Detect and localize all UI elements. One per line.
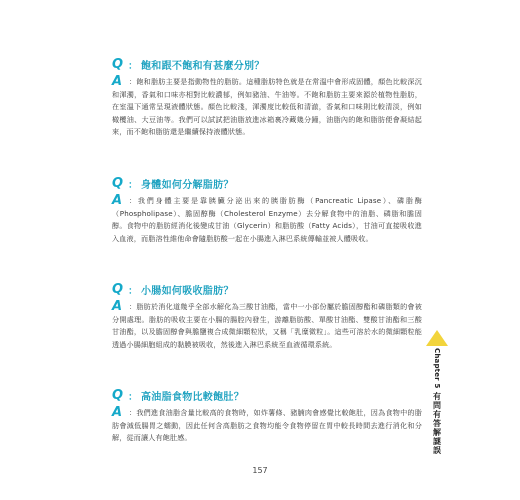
question-heading: 飽和跟不飽和有甚麼分別？ xyxy=(141,60,265,72)
question-colon: ： xyxy=(128,60,138,72)
qa-section-2 xyxy=(112,174,422,245)
question-heading: 身體如何分解脂肪？ xyxy=(141,179,234,191)
qa-section-1 xyxy=(112,55,422,139)
question-colon: ： xyxy=(128,285,138,297)
answer-block xyxy=(112,195,422,245)
question-line xyxy=(112,280,422,298)
qa-section-4 xyxy=(112,386,422,445)
question-colon: ： xyxy=(128,391,138,403)
answer-text: ：我們身體主要是靠胰臟分泌出來的胰脂肪酶（Pancreatic Lipase）、磷脂酶（Phospholipase）、膽固醇酶（Cholesterol Enzyme）去分解食物中的油脂、磷脂和膽固醇。食物中的脂肪經消化後變成甘油（Glycerin）和脂肪酸（Fatty Acids），甘油可直接吸收進入血液，而脂溶性維他命會隨脂肪酸一起在小腸進入淋巴系統傳輸並被人體吸收。 xyxy=(112,196,422,243)
chapter-tab-triangle xyxy=(426,330,448,346)
answer-mark-letter: A xyxy=(112,193,123,208)
answer-text: ：我們進食油脂含量比較高的食物時，如炸薯條、豬腩肉會感覺比較飽肚，因為食物中的脂肪會減低腸胃之蠕動，因此任何含高脂肪之食物均能令食物停留在胃中較長時間去進行消化和分解，從而讓人有飽肚感。 xyxy=(112,408,422,443)
answer-mark-letter: A xyxy=(112,299,123,314)
question-line xyxy=(112,55,422,73)
question-colon: ： xyxy=(128,179,138,191)
answer-text: ：飽和脂肪主要是指動物性的脂肪。這種脂肪特色就是在常溫中會形成固體，顏色比較深沉和渾濁，香氣和口味亦相對比較濃郁，例如豬油、牛油等。不飽和脂肪主要來源於植物性脂肪，在室溫下通常呈現液體狀態。顏色比較淺，渾濁度比較低和清澈，香氣和口味則比較清淡，例如橄欖油、大豆油等。我們可以試試把油脂放進冰箱裏冷藏幾分鐘，油脂內的飽和脂肪便會凝結起來，而不飽和脂肪還是繼續保持液體狀態。 xyxy=(112,77,422,137)
answer-text: ：脂肪於消化道幾乎全部水解化為三酸甘油酯，當中一小部份屬於膽固醇酯和磷脂類的會被分開處理。脂肪的吸收主要在小腸的腸腔內發生，游離脂肪酸、單酸甘油酯、雙酸甘油酯和三酸甘油酯，以及膽固醇會與膽鹽複合成微細顆粒狀，又稱「乳糜微粒」。這些可溶於水的微細顆粒能透過小腸細胞組成的黏膜被吸收，然後進入淋巴系統至血液循環系統。 xyxy=(112,302,422,349)
answer-block xyxy=(112,76,422,139)
question-line xyxy=(112,386,422,404)
question-mark-letter: Q xyxy=(112,175,124,191)
qa-section-3 xyxy=(112,280,422,351)
chapter-title: 有問有答解謎誤 xyxy=(432,391,442,455)
answer-mark-letter: A xyxy=(112,405,123,420)
question-mark-letter: Q xyxy=(112,56,124,72)
question-mark-letter: Q xyxy=(112,281,124,297)
question-heading: 小腸如何吸收脂肪？ xyxy=(141,285,234,297)
answer-mark-letter: A xyxy=(112,74,123,89)
question-line xyxy=(112,174,422,192)
answer-block xyxy=(112,407,422,445)
page-number: 157 xyxy=(252,466,268,475)
answer-block xyxy=(112,301,422,351)
question-heading: 高油脂食物比較飽肚？ xyxy=(141,391,244,403)
chapter-label: Chapter 5 xyxy=(433,348,441,389)
question-mark-letter: Q xyxy=(112,387,124,403)
chapter-side-tab xyxy=(426,330,448,455)
